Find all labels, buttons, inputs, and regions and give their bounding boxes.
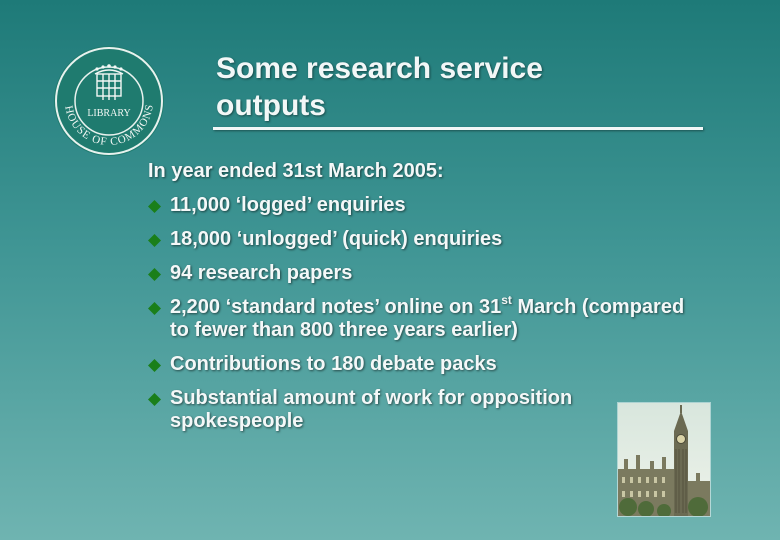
slide-title: [216, 50, 543, 124]
title-line-2: outputs: [216, 89, 326, 122]
diamond-bullet-icon: [148, 393, 161, 406]
bullet-text-sup: st: [501, 293, 512, 308]
bullet-text-post: March (compared to fewer than 800 three years earlier): [170, 296, 685, 341]
title-line-1: Some research service: [216, 52, 543, 85]
bullet-item: [148, 387, 688, 433]
house-of-commons-library-logo: [52, 44, 166, 158]
diamond-bullet-icon: [148, 234, 161, 247]
bullet-text: Substantial amount of work for opposition spokespeople: [170, 387, 573, 432]
westminster-photo: [617, 402, 711, 517]
svg-text:HOUSE OF COMMONS: HOUSE OF COMMONS: [62, 102, 156, 149]
diamond-bullet-icon: [148, 302, 161, 315]
intro-text: In year ended 31st March 2005:: [148, 160, 444, 182]
title-underline: [213, 127, 703, 130]
bullet-item: [148, 262, 688, 285]
bullet-text-pre: 2,200 ‘standard notes’ online on 31: [170, 296, 502, 318]
diamond-bullet-icon: [148, 359, 161, 372]
bullet-text: 94 research papers: [170, 262, 353, 284]
bullet-text: 18,000 ‘unlogged’ (quick) enquiries: [170, 228, 503, 250]
bullet-text: Contributions to 180 debate packs: [170, 353, 497, 375]
bullet-item: [148, 293, 688, 342]
diamond-bullet-icon: [148, 200, 161, 213]
logo-center-text: LIBRARY: [87, 108, 131, 119]
diamond-bullet-icon: [148, 268, 161, 281]
bullet-item: [148, 228, 688, 251]
bullet-text: 11,000 ‘logged’ enquiries: [170, 194, 406, 216]
slide-body: [148, 160, 688, 444]
bullet-item: [148, 353, 688, 376]
bullet-item: [148, 194, 688, 217]
